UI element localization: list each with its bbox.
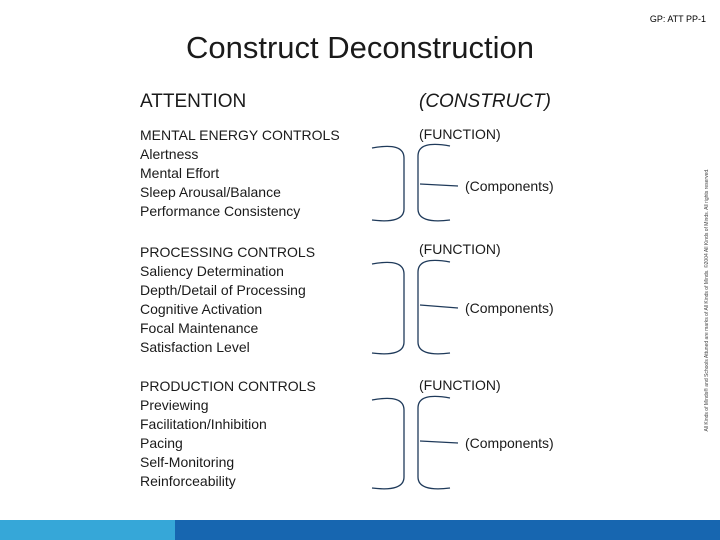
list-item: Alertness [140, 146, 199, 162]
list-item: Satisfaction Level [140, 339, 250, 355]
list-item: Facilitation/Inhibition [140, 416, 267, 432]
components-connector-group-1 [420, 184, 458, 186]
group-title: MENTAL ENERGY CONTROLS [140, 127, 340, 143]
list-item: Previewing [140, 397, 209, 413]
list-item: Sleep Arousal/Balance [140, 184, 281, 200]
list-item: Cognitive Activation [140, 301, 263, 317]
list-item: Focal Maintenance [140, 320, 259, 336]
list-item: Pacing [140, 435, 183, 451]
list-item: Self-Monitoring [140, 454, 235, 470]
components-label: (Components) [465, 300, 554, 316]
column-heading-construct: (CONSTRUCT) [419, 91, 551, 112]
group-title: PROCESSING CONTROLS [140, 244, 316, 260]
footer-accent [0, 520, 175, 540]
components-label: (Components) [465, 178, 554, 194]
components-connector-group-2 [420, 305, 458, 308]
list-item: Performance Consistency [140, 203, 301, 219]
list-item: Mental Effort [140, 165, 220, 181]
right-bracket-group-1 [418, 144, 450, 220]
group-title: PRODUCTION CONTROLS [140, 378, 316, 394]
components-label: (Components) [465, 435, 554, 451]
column-heading-attention: ATTENTION [140, 91, 247, 112]
left-bracket-group-1 [372, 146, 404, 220]
list-item: Depth/Detail of Processing [140, 282, 306, 298]
function-label: (FUNCTION) [419, 377, 501, 393]
components-connector-group-3 [420, 441, 458, 443]
list-item: Reinforceability [140, 473, 236, 489]
copyright-notice: All Kinds of Minds® and Schools Attuned are marks of All Kinds of Minds. ©2004 All Kinds of Minds. All rights reserved. [704, 168, 710, 432]
function-label: (FUNCTION) [419, 126, 501, 142]
slide-code: GP: ATT PP-1 [649, 14, 706, 24]
left-bracket-group-3 [372, 398, 404, 488]
list-item: Saliency Determination [140, 263, 284, 279]
function-label: (FUNCTION) [419, 241, 501, 257]
left-bracket-group-2 [372, 262, 404, 353]
slide-title: Construct Deconstruction [185, 30, 535, 65]
